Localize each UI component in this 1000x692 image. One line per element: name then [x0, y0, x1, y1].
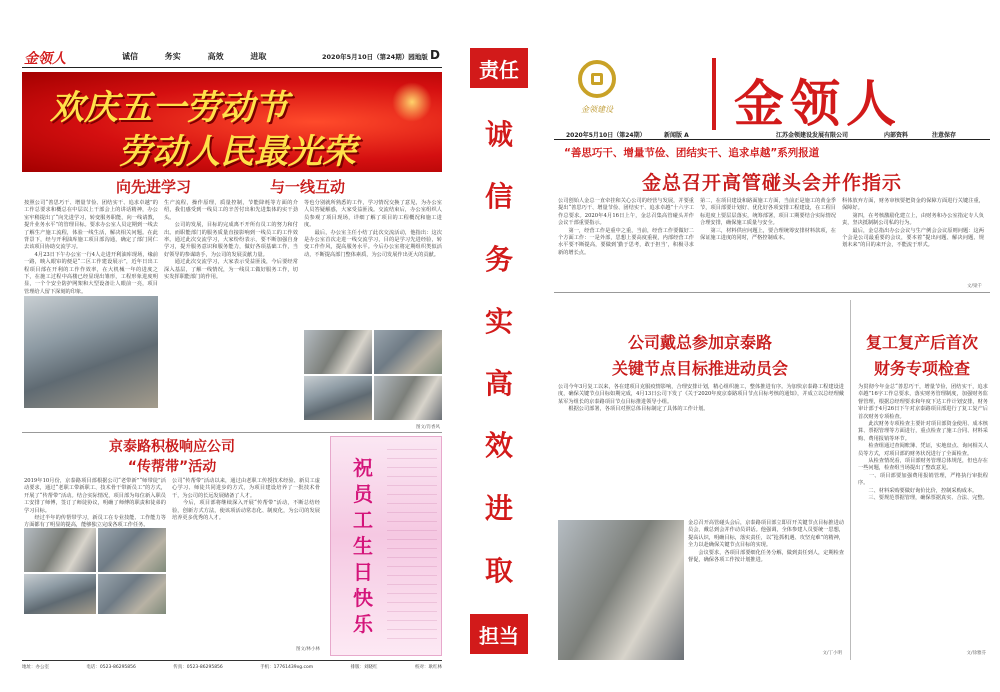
article1-col1-cont [24, 410, 158, 424]
left-issue: 2020年5月10日（第24期）园地版 [322, 53, 428, 61]
footer-item: 校对：耿红林 [414, 665, 442, 670]
divider-bottom-text: 担当 [479, 623, 519, 648]
publisher: 江苏金领建设发展有限公司 [776, 132, 849, 139]
motto-item: 高效 [207, 52, 224, 61]
articleb-col1: 公司今年3月复工以来，各在建项目克服疫情影响，合理安排计划，精心组织施工，整体推进有序。为加快京泰路工程建设进度，确保关键节点目标如期完成，4月13日公司下发了《关于2020年度京泰路项目节点目标考核的通知》，并成立以总经理戴某军为组长的京泰路项目节点目标推进领导小组。 根据公司部署，各项目对照总体目标制定了具体的工作计划。 [558, 384, 844, 413]
articleb-caption: 文/丁小明 [822, 651, 842, 656]
left-footer [22, 660, 442, 670]
articleb-headline-line2: 关键节点目标推进动员会 [611, 359, 788, 378]
article-divider [22, 432, 442, 433]
divider-values [470, 102, 528, 600]
article1-photo-road [24, 296, 158, 408]
lead-caption: 文/梁千 [966, 284, 982, 289]
brand-en: 金领建设 [581, 105, 613, 114]
name-list [387, 449, 437, 645]
article1-title-b: 与一线互动 [270, 178, 346, 196]
article1-col3: 等也分别就所熟悉的工作，学习情况交换了意见，为办公室人员答疑解惑，大家受益匪浅。交流结束后，办公室组织人员参观了项目现场，详细了解了项目的工程概况和施工进度。 最后，办公室主任小结了此次交流活动，他指出：这次是办公室首次走进一线交流学习，目的是学习先进经验，转变工作作风，提高服务水平。今后办公室将定期组织类似活动，不断提高部门整体素质，为公司发展作出更大的贡献。 [304, 200, 442, 258]
banner-line2: 劳动人民最光荣 [118, 132, 356, 172]
article2-col1: 2019年10月份，京泰路项目部根据公司“老带新”“师带徒”活动要求，通过“老职工带新职工、技术骨干带新员工”的方式，开展了“传帮带”活动。结合实际情况，项目部为每位新入职员工安排了师傅，签订了师徒协议，明确了师傅的职责和徒弟的学习目标。 经过半年的传帮带学习，新员工在专业技能、工作能力等方面都有了明显的提高，能够独立完成各项工作任务。 [24, 478, 166, 529]
column-divider [850, 300, 851, 660]
brand-logo [564, 60, 630, 126]
articleb-photo-meeting [558, 520, 684, 660]
article2-photo-3 [24, 574, 96, 614]
left-logo-text: 金领人 [24, 51, 66, 67]
divider-char: 进 [484, 491, 513, 525]
left-page [0, 0, 462, 692]
article2-col2: 公司“传帮带”活动以来，通过由老职工传授技术经验、新员工虚心学习、师徒共同进步的方式，为项目建设培养了一批技术骨干，为公司的长远发展储备了人才。 今后，项目部将继续深入开展“传帮带”活动，不断总结经验，创新方式方法，使该项活动常态化、制度化，为公司的发展培养更多优秀的人才。 [172, 478, 320, 522]
masthead-title: 金领人 [734, 74, 902, 133]
articleb-headline-line1: 公司戴总参加京泰路 [627, 333, 772, 352]
note-keep: 注意保存 [932, 132, 957, 139]
article2-photo-2 [98, 528, 166, 572]
left-motto [122, 51, 290, 62]
motto-item: 务实 [164, 52, 181, 61]
article1-col2: 生产流程，操作原理，质量控制，节能降耗等方面的介绍，我们感受到一线员工的辛苦付出和先进集体的实干劲头。 公司的发展，目标的完成离不开所有员工的努力和付出。而职能部门的服务质量直接影响到一线员工的工作效率。通过此次交流学习，大家纷纷表示，要不断加强自身学习，提升服务意识和服务能力，做好各项基础工作，当好领导的参谋助手，为公司的发展贡献力量。 通过此次交流学习，大家表示受益匪浅，今后要经常深入基层，了解一线情况，为一线员工做好服务工作，切实发挥职能部门的作用。 [164, 200, 298, 281]
article1-title-a: 向先进学习 [116, 178, 192, 196]
articleb-col2: 金总召开高管碰头会后，京泰路项目部立即召开关键节点目标推进动员会，戴总到会并作动员讲话。他强调，全体参建人员要统一思想，提高认识，明确目标，落实责任，以“抢抓机遇、攻坚克难”的精神，全力以赴确保关键节点目标的实现。 会议要求，各项目部要细化任务分解，做到责任到人，定期检查督促，确保各项工作按计划推进。 [688, 520, 844, 564]
birthday-vertical-text: 祝员工生日快乐 [353, 456, 373, 636]
divider-char: 高 [484, 367, 513, 401]
divider-char: 务 [484, 242, 513, 276]
right-page [540, 0, 1000, 692]
center-divider [462, 40, 536, 662]
article1-photo-meeting-2 [374, 330, 442, 374]
motto-item: 进取 [250, 52, 267, 61]
section-divider [554, 292, 990, 293]
articlec-headline-line2: 财务专项检查 [873, 359, 970, 378]
article1-col1: 按照公司“善思巧干、增量节俭、团结实干、追求卓越”的工作总要求和概总在中层以上干部会上的讲话精神，办公室牢稍提出了“向先进学习，转变服务职能，向一线请教，提升业务水平”的管理目标。要求办公室人员定期到一线去了解生产施工流程，体验一线生活，解决相关问题。在此背景下，经与开利油库施工项目部沟通，确定了部门同仁去该项目协助交流学习。 4月23日下午办公室一行4人走进开利油库现场，缘前一路，映入眼帘的便是“二区工作建设展示”，近年日出工程项目部在开利的工作作效率，在大机械一年的进度之下，在施工过程中高楼已经显现出雏形，工程形象进度明显，一个个安全防护网架和大型设备让人眼前一亮，项目管理给人留下深刻的印象。 [24, 200, 158, 295]
banner-line1: 欢庆五一劳动节 [50, 88, 288, 128]
lead-col3: 科体放弃方面，财务审核要把资金的保障方面进行关键注重，保障好。 第四，在考核激励化建立上，由财务和办公室指定专人负责，坚决抵制制公司私的行为。 最后，金总指出办公会议与生产例会会议原则问题：这两个会是公司最重要的会议，要本着“提出问题、解决问题、规划未来”的目的来开会，不能流于形式。 [842, 198, 984, 249]
divider-top-block [470, 48, 528, 88]
right-issue: 2020年5月10日（第24期） [566, 132, 646, 139]
lead-headline: 金总召开高管碰头会并作指示 [641, 172, 902, 194]
motto-item: 诚信 [122, 52, 138, 61]
divider-char: 实 [484, 304, 513, 338]
series-title: “善思巧干、增量节俭、团结实干、追求卓越”系列报道 [564, 147, 820, 159]
article2-photo-1 [24, 528, 96, 572]
lead-col2: 第二，在项目建设和路面施工方面，当前正是施工的黄金季节，项目部要计划好、优化好各项安排工程建设，在工程目标进度上要层层落实，统筹部署，项目工期要结合实际情况合理安排，确保施工质量与安全。 第三，材料供应问题上，要合理统筹安排材料款项，在保证施工进度的同时，严格控制成本。 [700, 198, 836, 242]
right-section: 新闻版 A [664, 132, 689, 139]
right-masthead [554, 56, 990, 138]
footer-item: 手机：17761439xg.com [260, 665, 314, 670]
footer-item: 电话：0523-86295856 [86, 665, 136, 670]
divider-char: 信 [484, 180, 513, 214]
divider-char: 诚 [484, 118, 513, 152]
masthead-title-block [712, 58, 982, 133]
article1-photo-site-1 [304, 376, 372, 420]
divider-char: 效 [484, 429, 513, 463]
divider-top-text: 责任 [479, 57, 519, 82]
article2-caption: 图文/林小林 [295, 647, 320, 652]
articlec-headline-line1: 复工复产后首次 [865, 333, 978, 352]
note-internal: 内部资料 [884, 132, 909, 139]
lead-col1: 公司创始人金总一直牵挂和关心公司的经营与发展，并要重提出“善思巧干、增量节俭、团结实干、追求卓越”十六字工作总要求。2020年4月16日上午，金总召集高管碰头并作会议干部重要指示。 第一，经营工作是重中之重，当前，经营工作要做好二个方面工作：一是外部，思想上要高度重视，内部经营工作水平要不断提高，要做到‘勤于思考，敢于担当’，积极寻求新的增长点。 [558, 198, 694, 256]
festival-banner [22, 72, 442, 172]
article1-caption: 图文/肖香风 [415, 425, 440, 430]
divider-bottom-block [470, 614, 528, 654]
articlec-caption: 文/徐雅芬 [966, 651, 986, 656]
footer-item: 排版：刘晓红 [350, 665, 378, 670]
article1-photo-meeting-1 [304, 330, 372, 374]
article2-photo-4 [98, 574, 166, 614]
footer-item: 传真：0523-86295856 [173, 665, 223, 670]
articlec-body: 为贯彻今年金总“善思巧干，增量节俭，团结实干，追求卓越”16字工作总要求，落实财务管理制度，加强财务监督管理，根据总经理要求和年度下达工作计划安排，财务审计部于4月26日下午对京泰路项目部进行了复工复产后首次财务专项检查。 此次财务专项检查主要针对项目部资金使用、成本核算、票据管理等方面进行，重点检查了施工合同、材料采购、费用报销等环节。 检查组通过查阅账簿、凭证，实地盘点、询问相关人员等方式，对项目部的财务状况进行了全面检查。 从检查情况看，项目部财务管理总体规范，但也存在一些问题，检查组当场提出了整改意见。 一、项目部要加强费用报销管理，严格执行审批程序。 二、材料采购要做好询价比价，控制采购成本。 三、要规范票据管理，确保票据真实、合法、完整。 [858, 384, 988, 502]
article2-col2-cont [172, 540, 320, 640]
firework-decoration [392, 82, 432, 122]
left-masthead [22, 48, 442, 68]
article1-title [22, 176, 442, 198]
article1-photo-site-2 [374, 376, 442, 420]
footer-item: 地址：办公室 [22, 665, 49, 670]
left-page-letter: D [430, 48, 440, 62]
article2-title-line1: 京泰路积极响应公司 [109, 439, 235, 455]
right-issue-bar [554, 128, 990, 140]
article2-title-line2: “传帮带”活动 [127, 459, 217, 475]
coin-logo-icon [578, 60, 616, 98]
birthday-panel [330, 436, 442, 656]
divider-char: 取 [484, 553, 513, 587]
